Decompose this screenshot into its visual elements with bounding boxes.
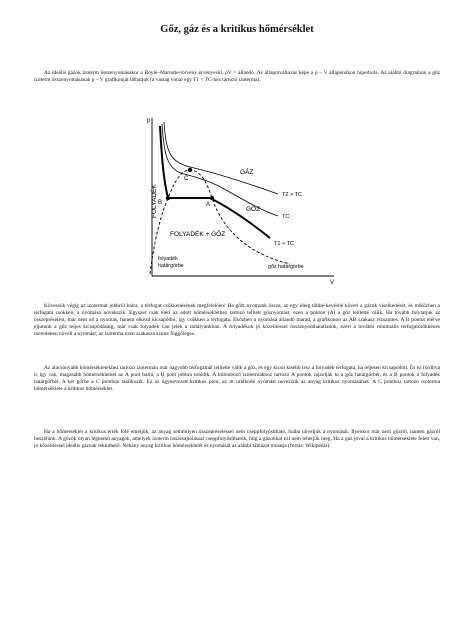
label-a: A bbox=[206, 202, 211, 208]
paragraph-3: Ha a hőmérséklet a kritikus érték fölé emeljük, az anyag semmilyen összepréseléssel nem cseppfolyósítható, hiába növeljük a nyomását. Ilyenkor már nem gőzről, hanem gázról beszélünk. A gőzök olyan légnemű anyagok, amelyek izoterm összesajtolással cseppfolyósíthatók, míg a gázokkal ezt nem tehetjük meg. Ha a gáz jóval a kritikus hőmérséklete felett van, jó közelítéssel ideális gáznak tekinthető. Néhány anyag kritikus hőmérsékletét és nyomását az alábbi táblázat mutatja (forrás: Wikipédia). bbox=[34, 429, 440, 450]
label-c: C bbox=[184, 176, 189, 182]
point-a bbox=[210, 196, 214, 200]
intro-paragraph: Az ideális gázok izoterm összenyomásakor a Boyle–Mariotte-törvény érvényesül, pV = állandó. Az állapotváltozás képe a p – V állapotsíkon hiperbola. Az alábbi diagramon a gőz izoterm összenyomásának p – V grafikonját láthatjuk (a vastag vonal egy T1 < TC-hez tartozó izoterma). bbox=[34, 70, 440, 84]
point-b bbox=[166, 196, 170, 200]
page-title: Gőz, gáz és a kritikus hőmérséklet bbox=[160, 24, 314, 35]
label-b: B bbox=[158, 200, 163, 206]
label-folyadek: FOLYADÉK bbox=[151, 184, 158, 218]
label-t1: T1 < TC bbox=[274, 241, 294, 247]
paragraph-1: Kövessük végig az izotermát jobbról balra, a térfogat csökkenésének megfelelően! Ha gőzt nyomunk össze, az egy ideig többé-kevésbé követi a gázok viselkedését, és miközben a térfogata csökken, a nyomása növekszik. Egyszer csak eléri az adott hőmérséklethez tartozó telített gőznyomást, ezen a ponton (A) a gőz telítetté válik. Ha tovább folytatjuk az összepréselést, már nem nő a nyomás, hanem elkezd kicsapódni, így csökken a térfogata. Eközben a nyomása állandó marad, a grafikonon az AB szakasz vízszintes. A B pontot elérve eljutunk a gőz teljes kicsapódásáig, már csak folyadék van jelen a tartályunkban. A folyadékok jó közelítéssel összenyomhatatlanok, ezért a további minimális térfogatcsökkenés meredeken növeli a nyomást, az izoterma ezen szakasza szinte függőleges. bbox=[34, 303, 440, 338]
critical-point-c bbox=[188, 168, 192, 172]
label-liquid-boundary-1: folyadék bbox=[158, 256, 178, 262]
label-vapor-boundary: gőz határgörbe bbox=[268, 264, 304, 270]
label-folyadek-goz: FOLYADÉK + GŐZ bbox=[170, 231, 226, 238]
label-gaz: GÁZ bbox=[240, 169, 254, 176]
label-tc: TC bbox=[282, 214, 290, 220]
label-goz: GŐZ bbox=[246, 206, 261, 213]
label-liquid-boundary-2: határgörbe bbox=[158, 263, 184, 269]
isotherm-t2 bbox=[164, 122, 278, 194]
isotherm-t1 bbox=[160, 126, 270, 238]
pv-diagram bbox=[140, 112, 340, 286]
p-axis-label: p bbox=[147, 118, 151, 124]
label-t2: T2 > TC bbox=[282, 192, 302, 198]
v-axis-label: V bbox=[330, 280, 335, 286]
paragraph-2: Az alacsonyabb hőmérsékletekhez tartozó izotermán már nagyobb térfogatnál telítetté válik a gőz, és egy kicsit kisebb lesz a folyadék térfogata, ha teljesen kicsapódott. És ez fordítva is így van, magasabb hőmérsékletnél az A pont balra, a B pont jobbra tolódik. A különböző izotermákhoz tartozó A pontok rajzolják ki a gőz határgörbét, és a B pontok a folyadék határgörbét. A két görbe a C pontban találkozik. Ez az úgynevezett kritikus pont, az itt uralkodó nyomást nevezzük az anyag kritikus nyomásának. A C ponthoz tartozó izoterma hőmérséklete a kritikus hőmérséklet. bbox=[34, 365, 440, 393]
